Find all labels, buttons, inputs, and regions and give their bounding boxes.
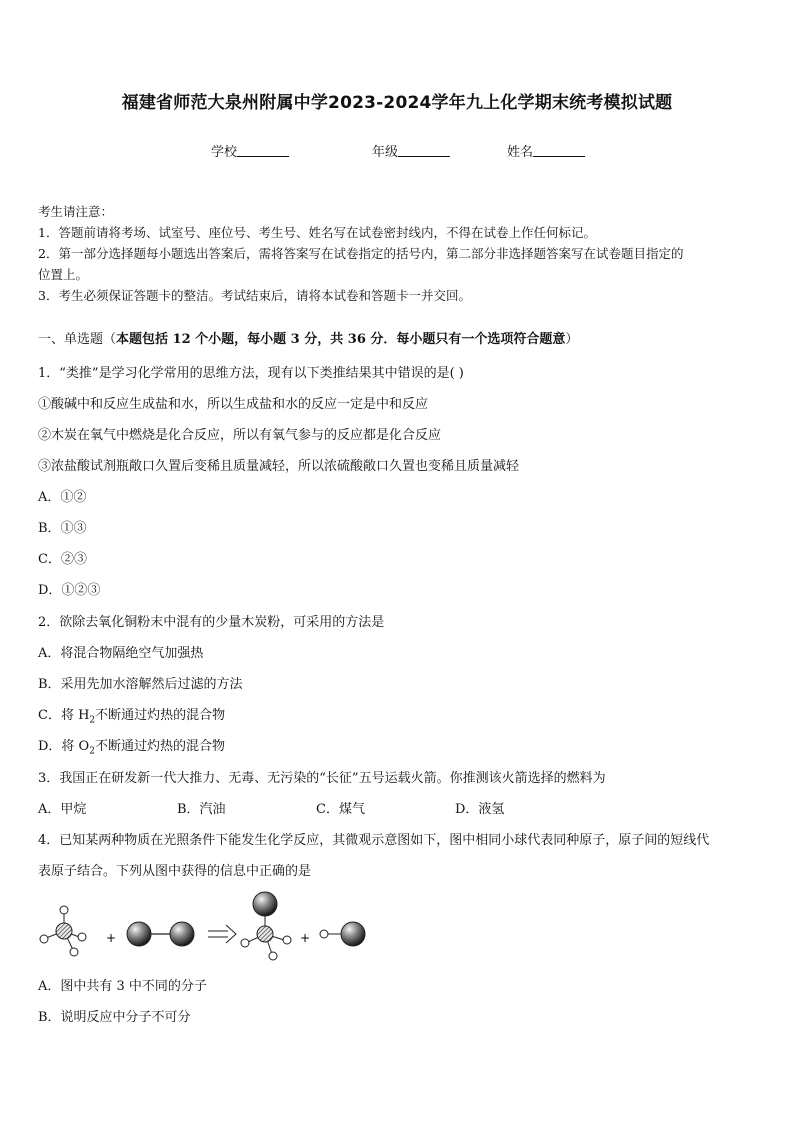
notice-item: 1．答题前请将考场、试室号、座位号、考生号、姓名写在试卷密封线内，不得在试卷上作任何标记。 xyxy=(38,225,596,240)
notice-item: 位置上。 xyxy=(38,267,89,282)
q4-option-b: B．说明反应中分子不可分 xyxy=(38,1010,191,1025)
grade-label: 年级 xyxy=(372,145,399,160)
chlorine-molecule-icon xyxy=(127,922,194,946)
q4-stem-line-1: 4．已知某两种物质在光照条件下能发生化学反应，其微观示意图如下，图中相同小球代表同种原子，原子间的短线代 xyxy=(38,833,710,848)
name-field xyxy=(507,141,585,160)
q1-stem: 1．“类推”是学习化学常用的思维方法，现有以下类推结果其中错误的是( ) xyxy=(38,366,464,381)
q3-option-d: D．液氢 xyxy=(455,802,505,817)
q1-option-c: C．②③ xyxy=(38,552,87,567)
school-blank xyxy=(237,144,289,157)
q4-stem-line-2: 表原子结合。下列从图中获得的信息中正确的是 xyxy=(38,864,312,879)
q1-statement-1: ①酸碱中和反应生成盐和水，所以生成盐和水的反应一定是中和反应 xyxy=(38,397,429,412)
q1-statement-3: ③浓盐酸试剂瓶敞口久置后变稀且质量减轻，所以浓硫酸敞口久置也变稀且质量减轻 xyxy=(38,459,520,474)
q2-option-b: B．采用先加水溶解然后过滤的方法 xyxy=(38,677,243,692)
q1-statement-2: ②木炭在氧气中燃烧是化合反应，所以有氧气参与的反应都是化合反应 xyxy=(38,428,442,443)
q3-stem: 3．我国正在研发新一代大推力、无毒、无污染的“长征”五号运载火箭。你推测该火箭选择的燃料为 xyxy=(38,771,606,786)
q2-stem: 2．欲除去氧化铜粉末中混有的少量木炭粉，可采用的方法是 xyxy=(38,615,385,630)
q2-option-d-pre: D．将 O xyxy=(38,739,90,754)
page-title: 福建省师范大泉州附属中学2023-2024学年九上化学期末统考模拟试题 xyxy=(121,93,673,113)
q2-option-c-sub: 2 xyxy=(89,715,96,726)
q3-option-c: C．煤气 xyxy=(316,802,365,817)
notice-block xyxy=(38,201,758,306)
q3-option-b: B．汽油 xyxy=(177,802,226,817)
notice-item: 3．考生必须保证答题卡的整洁。考试结束后，请将本试卷和答题卡一并交回。 xyxy=(38,288,471,303)
q1-option-b: B．①③ xyxy=(38,521,87,536)
chloromethane-molecule-icon xyxy=(241,892,291,960)
q2-option-c-pre: C．将 H xyxy=(38,708,90,723)
q2-option-d-sub: 2 xyxy=(89,746,95,757)
q2-option-c-post: 不断通过灼热的混合物 xyxy=(95,708,226,723)
q2-option-d-post: 不断通过灼热的混合物 xyxy=(94,739,225,754)
q4-option-a: A．图中共有 3 中不同的分子 xyxy=(38,979,207,994)
name-blank xyxy=(533,144,585,157)
q2-option-c xyxy=(38,704,225,726)
section-desc: 本题包括 12 个小题，每小题 3 分，共 36 分．每小题只有一个选项符合题意 xyxy=(116,332,566,347)
q2-option-a: A．将混合物隔绝空气加强热 xyxy=(38,646,204,661)
hydrogen-chloride-molecule-icon xyxy=(320,922,365,946)
section-prefix: 一、单选题（ xyxy=(38,332,117,347)
q3-option-a: A．甲烷 xyxy=(38,802,87,817)
plus-sign-2: + xyxy=(300,931,311,945)
reaction-arrow-icon xyxy=(208,925,236,943)
notice-item: 2．第一部分选择题每小题选出答案后，需将答案写在试卷指定的括号内，第二部分非选择题答案写在试卷题目指定的 xyxy=(38,246,684,261)
section-heading xyxy=(38,328,578,347)
q1-option-a: A．①② xyxy=(38,490,87,505)
methane-molecule-icon xyxy=(40,906,86,956)
school-field xyxy=(211,141,289,160)
grade-field xyxy=(372,141,450,160)
name-label: 姓名 xyxy=(507,145,534,160)
reaction-diagram xyxy=(30,890,390,970)
school-label: 学校 xyxy=(211,145,238,160)
section-suffix: ） xyxy=(565,332,579,347)
grade-blank xyxy=(398,144,450,157)
notice-heading: 考生请注意： xyxy=(38,204,114,219)
q2-option-d xyxy=(38,735,225,757)
q1-option-d: D．①②③ xyxy=(38,583,101,598)
plus-sign-1: + xyxy=(106,931,117,945)
